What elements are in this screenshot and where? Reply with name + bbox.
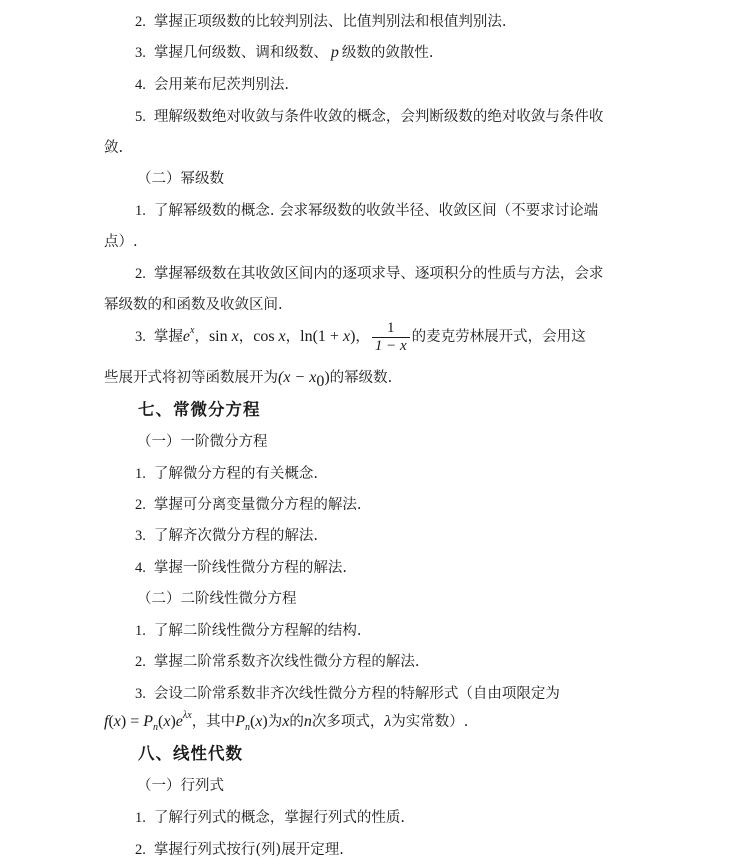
power-item-3: 3. 掌握$e^x$，sin x，cos x，ln(1 + x)， $\frac{1}{1 - x}$ 的麦克劳林展开式，会用这 bbox=[135, 316, 736, 358]
sin-function: sin bbox=[208, 328, 228, 345]
item-number: 2. bbox=[135, 266, 146, 282]
ode2-item-1 bbox=[135, 621, 736, 641]
cos-function: cos bbox=[253, 328, 275, 345]
item-number: 1. bbox=[135, 203, 146, 219]
text-segment: 为实常数）. bbox=[391, 714, 469, 730]
item-text: 了解微分方程的有关概念. bbox=[153, 466, 318, 482]
item-text: 理解级数绝对收敛与条件收敛的概念，会判断级数的绝对收敛与条件收 bbox=[153, 109, 604, 125]
item-number: 3. bbox=[135, 528, 146, 544]
subheading-determinant bbox=[137, 776, 736, 796]
text-segment: 为 bbox=[267, 714, 283, 730]
subheading-first-order bbox=[137, 432, 736, 452]
subheading-text: （一）一阶微分方程 bbox=[137, 434, 268, 450]
ode1-item-4 bbox=[135, 558, 736, 578]
item-text-tail: 的麦克劳林展开式，会用这 bbox=[411, 329, 586, 345]
text-segment: 的 bbox=[289, 714, 304, 730]
fraction-numerator: 1 bbox=[372, 320, 410, 338]
item-number: 4. bbox=[135, 77, 146, 93]
item-text: 掌握幂级数在其收敛区间内的逐项求导、逐项积分的性质与方法，会求 bbox=[153, 266, 604, 282]
fraction-denominator: 1 − x bbox=[374, 337, 407, 354]
x0-subscript: 0 bbox=[316, 372, 325, 390]
series-item-2 bbox=[135, 12, 736, 32]
item-text: 掌握几何级数、调和级数、 bbox=[153, 45, 328, 61]
item-text: 幂级数的和函数及收敛区间. bbox=[104, 297, 283, 313]
item-text: 些展开式将初等函数展开为 bbox=[104, 370, 278, 386]
item-text: 掌握行列式按行(列)展开定理. bbox=[153, 842, 344, 858]
e-symbol: e bbox=[182, 328, 190, 345]
chapter-title-text: 七、常微分方程 bbox=[138, 400, 261, 419]
series-item-5 bbox=[135, 107, 736, 127]
item-number: 1. bbox=[135, 466, 146, 482]
item-text: 敛. bbox=[104, 140, 124, 156]
subheading-text: （二）幂级数 bbox=[137, 171, 224, 187]
expansion-point-expr: (x − x bbox=[278, 369, 317, 386]
item-text: 掌握一阶线性微分方程的解法. bbox=[153, 560, 347, 576]
item-number: 4. bbox=[135, 560, 146, 576]
ode2-item-3-cont: $f(x) = P_n(x)e^{\lambda x}$，其中$P_n(x)$为x的n次多项式，λ为实常数）. bbox=[104, 710, 469, 733]
item-text: 点）. bbox=[104, 234, 138, 250]
item-text: 掌握二阶常系数齐次线性微分方程的解法. bbox=[153, 654, 420, 670]
item-text: 掌握可分离变量微分方程的解法. bbox=[153, 497, 362, 513]
item-text: 掌握 bbox=[153, 329, 183, 345]
item-text-tail: 的幂级数. bbox=[329, 370, 393, 386]
text-segment: ，其中 bbox=[191, 714, 236, 730]
item-number: 2. bbox=[135, 842, 146, 858]
power-item-2 bbox=[135, 264, 736, 284]
item-number: 3. bbox=[135, 329, 146, 345]
item-text: 掌握正项级数的比较判别法、比值判别法和根值判别法. bbox=[153, 14, 507, 30]
fraction bbox=[372, 320, 410, 355]
subheading-second-order bbox=[137, 589, 736, 609]
item-number: 1. bbox=[135, 623, 146, 639]
chapter-title-text: 八、线性代数 bbox=[138, 744, 243, 763]
series-item-3 bbox=[135, 43, 736, 63]
ode1-item-2 bbox=[135, 495, 736, 515]
subheading-text: （二）二阶线性微分方程 bbox=[137, 591, 297, 607]
item-number: 2. bbox=[135, 654, 146, 670]
item-text: 会设二阶常系数非齐次线性微分方程的特解形式（自由项限定为 bbox=[153, 686, 560, 702]
e-exponent: x bbox=[189, 325, 195, 337]
item-number: 2. bbox=[135, 14, 146, 30]
item-text: 了解行列式的概念，掌握行列式的性质. bbox=[153, 810, 405, 826]
chapter-7-title bbox=[138, 400, 736, 421]
power-item-2-cont bbox=[104, 295, 736, 315]
ode2-item-2 bbox=[135, 652, 736, 672]
item-text: 了解二阶线性微分方程解的结构. bbox=[153, 623, 362, 639]
item-number: 5. bbox=[135, 109, 146, 125]
series-item-5-cont bbox=[104, 138, 736, 158]
series-item-4 bbox=[135, 75, 736, 95]
subheading-power-series bbox=[137, 169, 736, 189]
text-segment: 次多项式， bbox=[311, 714, 385, 730]
lambda-symbol: λ bbox=[384, 713, 392, 730]
item-number: 2. bbox=[135, 497, 146, 513]
subheading-text: （一）行列式 bbox=[137, 778, 224, 794]
item-text: 了解齐次微分方程的解法. bbox=[153, 528, 318, 544]
det-item-1 bbox=[135, 808, 736, 828]
det-item-2 bbox=[135, 840, 736, 860]
item-text: 了解幂级数的概念. 会求幂级数的收敛半径、收敛区间（不要求讨论端 bbox=[153, 203, 599, 219]
chapter-8-title bbox=[138, 744, 736, 765]
item-text-tail: 级数的敛散性. bbox=[341, 45, 434, 61]
ode1-item-1 bbox=[135, 464, 736, 484]
ln-function: ln(1 + bbox=[300, 328, 343, 345]
item-number: 1. bbox=[135, 810, 146, 826]
item-number: 3. bbox=[135, 45, 146, 61]
ode1-item-3 bbox=[135, 526, 736, 546]
power-item-3-cont: 些展开式将初等函数展开为$(x - x_0)$的幂级数. bbox=[104, 369, 393, 390]
power-item-1-cont bbox=[104, 232, 736, 252]
p-symbol: p bbox=[330, 44, 339, 61]
item-number: 3. bbox=[135, 686, 146, 702]
power-item-1 bbox=[135, 201, 736, 221]
ode2-item-3 bbox=[135, 684, 736, 704]
item-text: 会用莱布尼茨判别法. bbox=[153, 77, 289, 93]
